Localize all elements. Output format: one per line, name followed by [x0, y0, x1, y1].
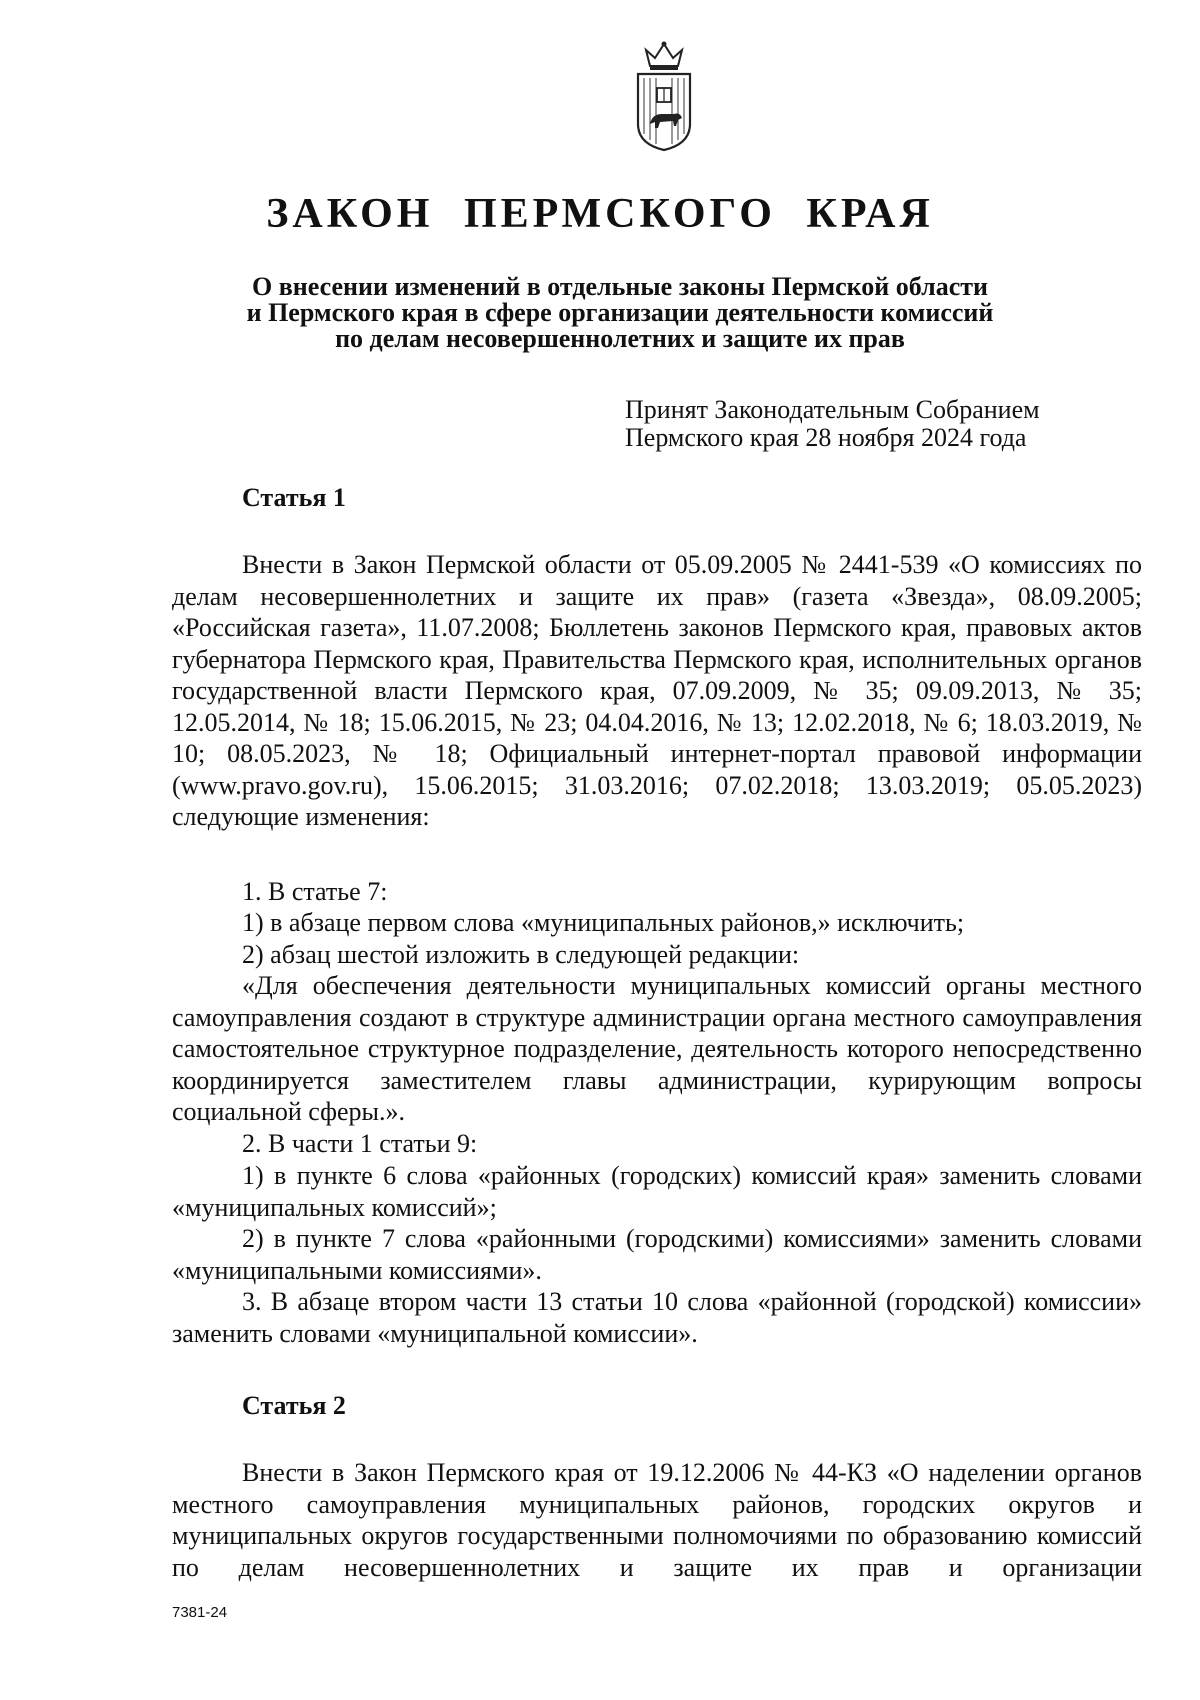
article-1-heading: Статья 1: [242, 483, 346, 512]
article-1-quote: «Для обеспечения деятельности муниципальных комиссий органы местного самоуправления создают в структуре администрации органа местного самоуправления самостоятельное структурное подразделение, деятельность которого непосредственно координируется заместителем главы администрации, курирующим вопросы социальной сферы.».: [172, 971, 1142, 1126]
perm-krai-coat-of-arms-icon: [628, 40, 700, 152]
law-subtitle: [170, 274, 1070, 352]
law-title: ЗАКОН ПЕРМСКОГО КРАЯ: [266, 191, 934, 237]
article-2-intro: Внести в Закон Пермского края от 19.12.2006 № 44-КЗ «О наделении органов местного самоуправления муниципальных районов, городских округов и муниципальных округов государственными полномочиями по образованию комиссий по делам несовершеннолетних и защите их прав и организации: [172, 1458, 1142, 1582]
article-1-item-1-2: 2) абзац шестой изложить в следующей редакции:: [242, 940, 800, 969]
document-number: 7381-24: [172, 1604, 228, 1621]
article-1-item-2-2: 2) в пункте 7 слова «районными (городскими) комиссиями» заменить словами «муниципальными комиссиями».: [172, 1224, 1142, 1285]
adoption-line: Принят Законодательным Собранием: [625, 395, 1040, 424]
adoption-note: [625, 396, 1040, 452]
article-1-item-1: 1. В статье 7:: [242, 877, 388, 906]
article-1-item-2-1: 1) в пункте 6 слова «районных (городских) комиссий края» заменить словами «муниципальных комиссий»;: [172, 1161, 1142, 1222]
article-1-item-2: 2. В части 1 статьи 9:: [242, 1129, 478, 1158]
article-1-intro: Внести в Закон Пермской области от 05.09.2005 № 2441-539 «О комиссиях по делам несовершеннолетних и защите их прав» (газета «Звезда», 08.09.2005; «Российская газета», 11.07.2008; Бюллетень законов Пермского края, правовых актов губернатора Пермского края, Правительства Пермского края, исполнительных органов государственной власти Пермского края, 07.09.2009, № 35; 09.09.2013, № 35; 12.05.2014, № 18; 15.06.2015, № 23; 04.04.2016, № 13; 12.02.2018, № 6; 18.03.2019, № 10; 08.05.2023, № 18; Официальный интернет-портал правовой информации (www.pravo.gov.ru), 15.06.2015; 31.03.2016; 07.02.2018; 13.03.2019; 05.05.2023) следующие изменения:: [172, 550, 1142, 831]
article-1-item-3: 3. В абзаце втором части 13 статьи 10 слова «районной (городской) комиссии» заменить словами «муниципальной комиссии».: [172, 1287, 1142, 1348]
subtitle-line: и Пермского края в сфере организации деятельности комиссий: [246, 298, 994, 327]
subtitle-line: по делам несовершеннолетних и защите их прав: [335, 324, 905, 353]
adoption-line: Пермского края 28 ноября 2024 года: [625, 423, 1027, 452]
article-2-heading: Статья 2: [242, 1391, 346, 1420]
subtitle-line: О внесении изменений в отдельные законы Пермской области: [252, 272, 988, 301]
article-1-item-1-1: 1) в абзаце первом слова «муниципальных районов,» исключить;: [242, 908, 965, 937]
